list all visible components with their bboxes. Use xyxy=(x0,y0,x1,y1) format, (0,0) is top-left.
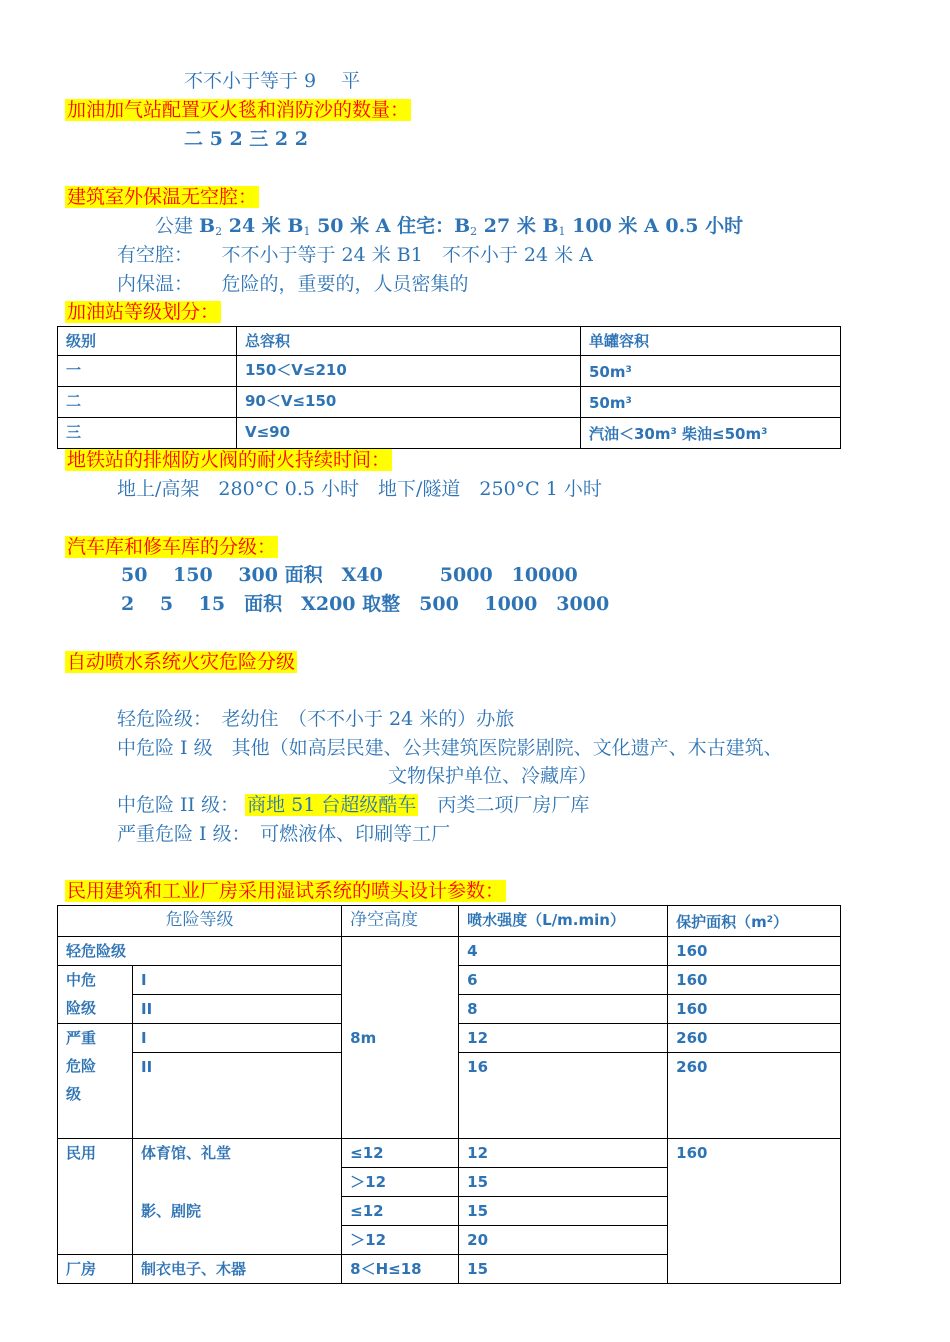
section-heading xyxy=(65,878,506,904)
table-cell: 12 xyxy=(459,1024,668,1053)
section-heading xyxy=(65,97,411,123)
text-seg: 100 米 A 0.5 小时 xyxy=(565,215,744,237)
table-cell: I xyxy=(133,1024,342,1053)
table-cell: 6 xyxy=(459,966,668,995)
cell-text: 级 xyxy=(66,1085,82,1103)
table-cell: 体育馆、礼堂 xyxy=(133,1139,342,1197)
table-cell: 20 xyxy=(459,1226,668,1255)
header-text: ） xyxy=(773,913,789,931)
text-line: 文物保护单位、冷藏库） xyxy=(388,765,598,787)
table-cell: 160 xyxy=(668,995,841,1024)
subscript: 2 xyxy=(215,225,223,238)
cell-text: 柴油≤50m xyxy=(676,425,762,443)
table-cell: 16 xyxy=(459,1053,668,1139)
gas-station-grade-table xyxy=(57,326,841,449)
table-cell: II xyxy=(133,995,342,1024)
text-line: 地上/高架 280°C 0.5 小时 地下/隧道 250°C 1 小时 xyxy=(117,478,602,500)
text-line: 50 150 300 面积 X40 5000 10000 xyxy=(121,564,578,586)
cell-text: 险级 xyxy=(66,999,97,1017)
heading-text: 地铁站的排烟防火阀的耐火持续时间： xyxy=(67,449,391,471)
text-line: 轻危险级： 老幼住 （不不小于 24 米的）办旅 xyxy=(117,708,515,730)
table-cell xyxy=(581,418,841,449)
superscript: 3 xyxy=(625,365,632,375)
table-cell: 150＜V≤210 xyxy=(237,356,581,387)
table-cell: 12 xyxy=(459,1139,668,1168)
table-cell: ＞12 xyxy=(342,1226,459,1255)
text-line: 有空腔： 不不小于等于 24 米 B1 不不小于 24 米 A xyxy=(117,244,593,266)
table-cell: 15 xyxy=(459,1197,668,1226)
subscript: 2 xyxy=(470,225,478,238)
table-cell: 8 xyxy=(459,995,668,1024)
table-cell: ≤12 xyxy=(342,1139,459,1168)
table-cell: 15 xyxy=(459,1168,668,1197)
table-cell: 8＜H≤18 xyxy=(342,1255,459,1284)
superscript: 3 xyxy=(761,427,768,437)
table-cell: V≤90 xyxy=(237,418,581,449)
table-cell: 160 xyxy=(668,937,841,966)
table-cell: 影、剧院 xyxy=(133,1197,342,1255)
table-cell: 三 xyxy=(58,418,237,449)
table-row xyxy=(58,1139,841,1168)
superscript: 3 xyxy=(625,396,632,406)
table-cell: 二 xyxy=(58,387,237,418)
table-cell: I xyxy=(133,966,342,995)
section-heading xyxy=(65,534,278,560)
highlight-text: 商地 51 台超级酷车 xyxy=(247,794,417,816)
section-heading xyxy=(65,299,221,325)
table-cell: 160 xyxy=(668,1139,841,1284)
subscript: 1 xyxy=(558,225,566,238)
table-cell: 制衣电子、木器 xyxy=(133,1255,342,1284)
table-cell: 260 xyxy=(668,1053,841,1139)
table-cell xyxy=(581,387,841,418)
heading-text: 汽车库和修车库的分级： xyxy=(67,536,277,558)
superscript: 2 xyxy=(766,915,774,925)
table-cell: II xyxy=(133,1053,342,1139)
text-seg: 中危险 II 级： xyxy=(117,794,240,816)
text-line xyxy=(117,792,589,818)
text-seg: 50 米 A 住宅：B xyxy=(310,215,471,237)
table-row xyxy=(58,937,841,966)
table-cell: 4 xyxy=(459,937,668,966)
cell-text: 中危 xyxy=(66,971,97,989)
heading-text: 自动喷水系统火灾危险分级 xyxy=(67,651,296,673)
table-header: 总容积 xyxy=(237,327,581,356)
table-header: 危险等级 xyxy=(58,906,342,937)
table-cell: 8m xyxy=(342,937,459,1139)
cell-text: 危险 xyxy=(66,1057,97,1075)
text-line xyxy=(155,213,743,245)
table-header: 单罐容积 xyxy=(581,327,841,356)
table-cell: ＞12 xyxy=(342,1168,459,1197)
text-line: 二 5 2 三 2 2 xyxy=(184,128,308,150)
heading-text: 民用建筑和工业厂房采用湿试系统的喷头设计参数： xyxy=(67,880,505,902)
text-seg: 24 米 B xyxy=(222,215,304,237)
text-line: 2 5 15 面积 X200 取整 500 1000 3000 xyxy=(121,593,610,615)
text-line: 不不小于等于 9 平 xyxy=(184,70,361,92)
table-cell: 一 xyxy=(58,356,237,387)
table-row xyxy=(58,418,841,449)
text-line: 中危险 I 级 其他（如高层民建、公共建筑医院影剧院、文化遗产、木古建筑、 xyxy=(117,737,783,759)
section-heading xyxy=(65,649,297,675)
table-header: 级别 xyxy=(58,327,237,356)
section-heading xyxy=(65,184,259,210)
table-row xyxy=(58,387,841,418)
table-cell: 90＜V≤150 xyxy=(237,387,581,418)
table-cell xyxy=(58,1024,133,1139)
text-seg: 27 米 B xyxy=(477,215,559,237)
cell-text: 汽油＜30m xyxy=(589,425,671,443)
superscript: 3 xyxy=(670,427,677,437)
text-line: 严重危险 I 级： 可燃液体、印刷等工厂 xyxy=(117,823,451,845)
heading-text: 加油站等级划分： xyxy=(67,301,220,323)
table-header: 净空高度 xyxy=(342,906,459,937)
table-header xyxy=(668,906,841,937)
table-cell: 260 xyxy=(668,1024,841,1053)
table-cell: 民用 xyxy=(58,1139,133,1255)
text-seg: 公建 xyxy=(155,215,200,237)
table-cell: 轻危险级 xyxy=(58,937,342,966)
heading-text: 建筑室外保温无空腔： xyxy=(67,186,258,208)
subscript: 1 xyxy=(303,225,311,238)
text-seg: 丙类二项厂房厂库 xyxy=(418,794,590,816)
text-seg: B xyxy=(199,215,216,237)
table-cell xyxy=(581,356,841,387)
sprinkler-param-table xyxy=(57,905,841,1284)
cell-text: 50m xyxy=(589,363,626,381)
table-cell: 160 xyxy=(668,966,841,995)
section-heading xyxy=(65,447,392,473)
table-cell: 15 xyxy=(459,1255,668,1284)
heading-text: 加油加气站配置灭火毯和消防沙的数量： xyxy=(67,99,410,121)
table-cell xyxy=(58,966,133,1024)
cell-text: 50m xyxy=(589,394,626,412)
table-row xyxy=(58,356,841,387)
table-header: 喷水强度（L/m.min） xyxy=(459,906,668,937)
header-text: 保护面积（m xyxy=(676,913,767,931)
table-cell: ≤12 xyxy=(342,1197,459,1226)
text-line: 内保温： 危险的，重要的，人员密集的 xyxy=(117,273,469,295)
table-cell: 厂房 xyxy=(58,1255,133,1284)
cell-text: 严重 xyxy=(66,1029,97,1047)
